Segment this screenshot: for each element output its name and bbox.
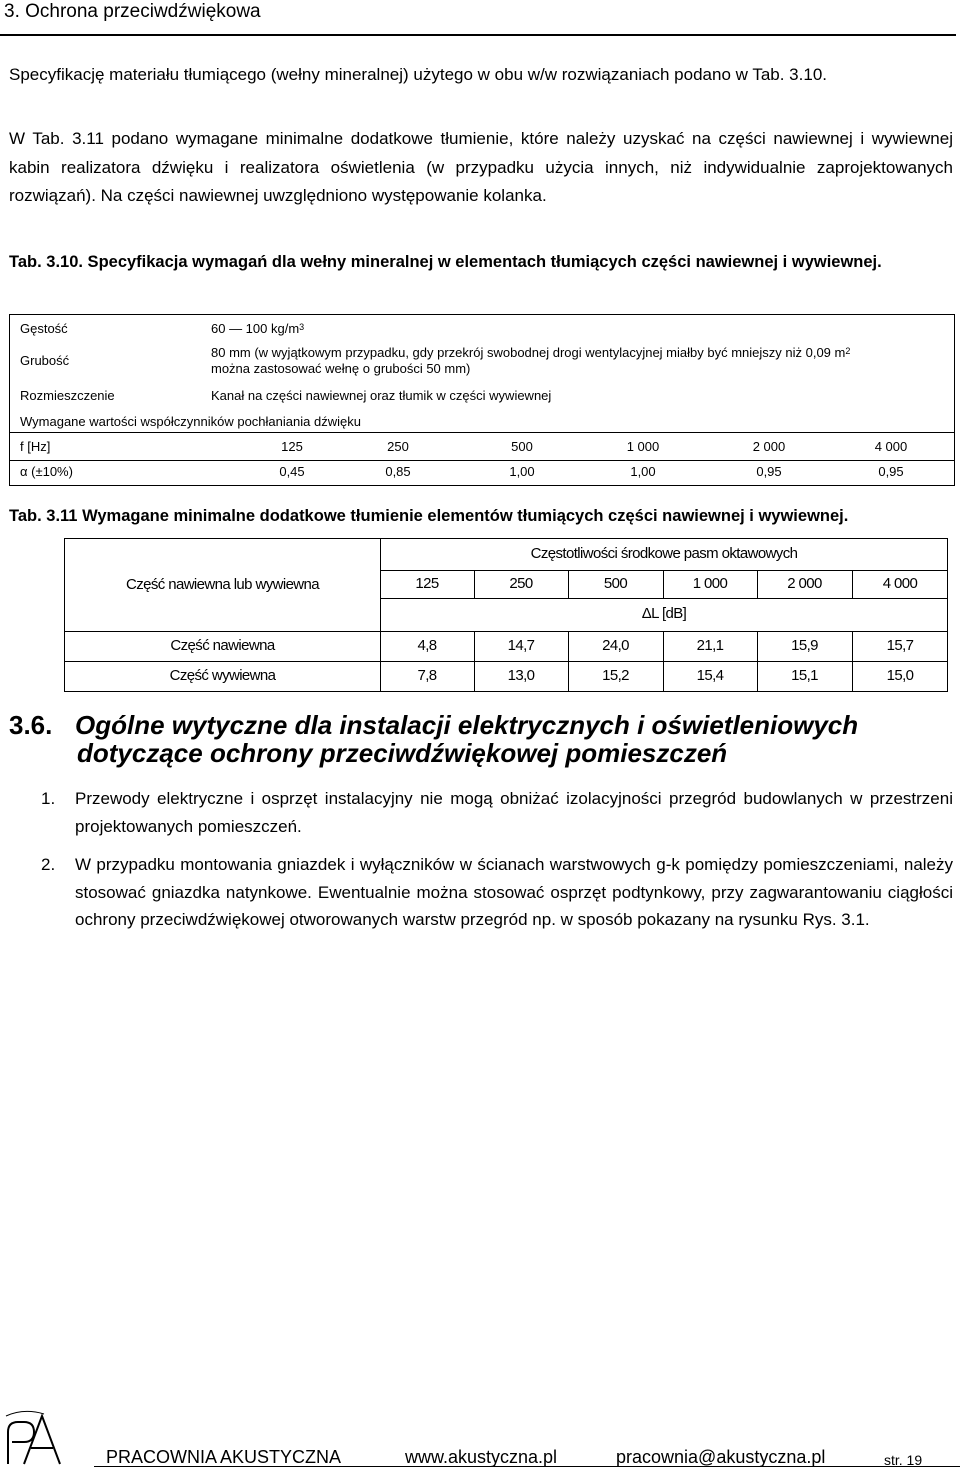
gestosc-value: 60 — 100 $kg/m^3$ — [211, 321, 305, 336]
page-header-title: 3. Ochrona przeciwdźwiękowa — [4, 1, 261, 22]
table-3-10-caption: Tab. 3.10. Specyfikacja wymagań dla wełny mineralnej w elementach tłumiących części nawiewnej i wywiewnej. — [9, 253, 882, 271]
t11-cell: 15,7 — [886, 637, 914, 654]
t11-row-label: Część nawiewna — [170, 637, 275, 654]
alpha-value: 0,85 — [385, 464, 411, 479]
t11-cell: 15,2 — [602, 667, 629, 684]
list-item-number: 2. — [41, 855, 56, 874]
t10-hline-1 — [10, 432, 954, 433]
t11-head-top: Częstotliwości środkowe pasm oktawowych — [530, 545, 798, 562]
table-3-10 — [9, 314, 955, 486]
footer-www-link[interactable]: www.akustyczna.pl — [405, 1447, 558, 1467]
rozmieszczenie-label: Rozmieszczenie — [20, 388, 115, 403]
alpha-value: 0,95 — [756, 464, 782, 479]
alpha-value: 0,45 — [279, 464, 305, 479]
grubosc-value: 80 mm (w wyjątkowym przypadku, gdy przekrój swobodnej drogi wentylacyjnej miałby być mniejszy niż 0,09 $m^2$ można zastosować wełnę o grubości 50 mm) — [211, 345, 851, 376]
t11-hline — [380, 598, 948, 599]
footer-page-number: str. 19 — [884, 1452, 923, 1468]
list-item — [41, 851, 953, 934]
alpha-value: 1,00 — [509, 464, 535, 479]
t11-row-label: Część wywiewna — [169, 667, 276, 684]
alpha-value: 1,00 — [630, 464, 656, 479]
t11-freq: 125 — [415, 575, 439, 592]
t11-cell: 15,4 — [696, 667, 724, 684]
grubosc-label: Grubość — [20, 353, 70, 368]
wymagane-label: Wymagane wartości współczynników pochłaniania dźwięku — [20, 414, 361, 429]
company-logo — [4, 1410, 64, 1466]
t11-freq: 2 000 — [787, 575, 822, 592]
f-value: 250 — [387, 439, 409, 454]
list-item-text: W przypadku montowania gniazdek i wyłączników w ścianach warstwowych g-k pomiędzy pomieszczeniami, należy stosować gniazdka natynkowe. Ewentualnie można stosować osprzęt podtynkowy, przy zagwarantowaniu ciągłości ochrony przeciwdźwiękowej otworowanych warstw przegród np. w sposób pokazany na rysunku Rys. 3.1. — [75, 855, 953, 929]
rozmieszczenie-value: Kanał na części nawiewnej oraz tłumik w części wywiewnej — [211, 388, 552, 403]
gestosc-label: Gęstość — [20, 321, 68, 336]
t11-cell: 15,9 — [791, 637, 818, 654]
section-number: 3.6. — [9, 710, 53, 740]
footer-company: PRACOWNIA AKUSTYCZNA — [106, 1447, 342, 1467]
f-value: 1 000 — [626, 439, 660, 454]
section-title-line-1: Ogólne wytyczne dla instalacji elektrycznych i oświetleniowych — [75, 710, 859, 740]
alpha-label: α (±10%) — [20, 464, 73, 479]
header-rule — [0, 34, 956, 36]
t11-cell: 13,0 — [507, 667, 535, 684]
f-label: f [Hz] — [20, 439, 51, 454]
paragraph-2: W Tab. 3.11 podano wymagane minimalne dodatkowe tłumienie, które należy uzyskać na części nawiewnej i wywiewnej kabin realizatora dźwięku i realizatora oświetlenia (w przypadku użycia innych, niż indywidualnie zaprojektowanych rozwiązań). Na części nawiewnej uwzględniono występowanie kolanka. — [9, 129, 953, 205]
t11-hline — [65, 661, 947, 662]
t11-cell: 7,8 — [417, 667, 437, 684]
f-value: 2 000 — [752, 439, 786, 454]
t11-cell: 4,8 — [417, 637, 437, 654]
t11-hline — [380, 570, 948, 571]
paragraph-1: Specyfikację materiału tłumiącego (wełny mineralnej) użytego w obu w/w rozwiązaniach podano w Tab. 3.10. — [9, 65, 827, 84]
t11-hline — [65, 631, 947, 632]
t11-freq: 500 — [603, 575, 628, 592]
t11-freq: 250 — [509, 575, 533, 592]
f-value: 125 — [281, 439, 303, 454]
t11-cell: 21,1 — [696, 637, 724, 654]
t11-row-label-head: Część nawiewna lub wywiewna — [125, 576, 320, 593]
f-value: 4 000 — [874, 439, 908, 454]
t10-hline-2 — [10, 460, 954, 461]
section-3-6-heading — [9, 711, 953, 767]
table-3-11-caption: Tab. 3.11 Wymagane minimalne dodatkowe tłumienie elementów tłumiących części nawiewnej i wywiewnej. — [9, 507, 849, 525]
list-item-text: Przewody elektryczne i osprzęt instalacyjny nie mogą obniżać izolacyjności przegród budowlanych w przestrzeni projektowanych pomieszczeń. — [75, 789, 953, 836]
footer-email-link[interactable]: pracownia@akustyczna.pl — [616, 1447, 826, 1467]
t11-cell: 15,0 — [886, 667, 914, 684]
t11-cell: 24,0 — [602, 637, 629, 654]
t11-cell: 15,1 — [791, 667, 818, 684]
list-item — [41, 785, 953, 840]
f-value: 500 — [511, 439, 533, 454]
list-item-number: 1. — [41, 789, 56, 808]
t11-unit: ΔL [dB] — [641, 605, 687, 622]
t11-freq: 1 000 — [692, 575, 728, 592]
t11-freq: 4 000 — [882, 575, 918, 592]
table-3-11 — [64, 538, 948, 692]
alpha-value: 0,95 — [878, 464, 904, 479]
section-title-line-2: dotyczące ochrony przeciwdźwiękowej pomieszczeń — [77, 738, 728, 768]
t11-cell: 14,7 — [507, 637, 535, 654]
